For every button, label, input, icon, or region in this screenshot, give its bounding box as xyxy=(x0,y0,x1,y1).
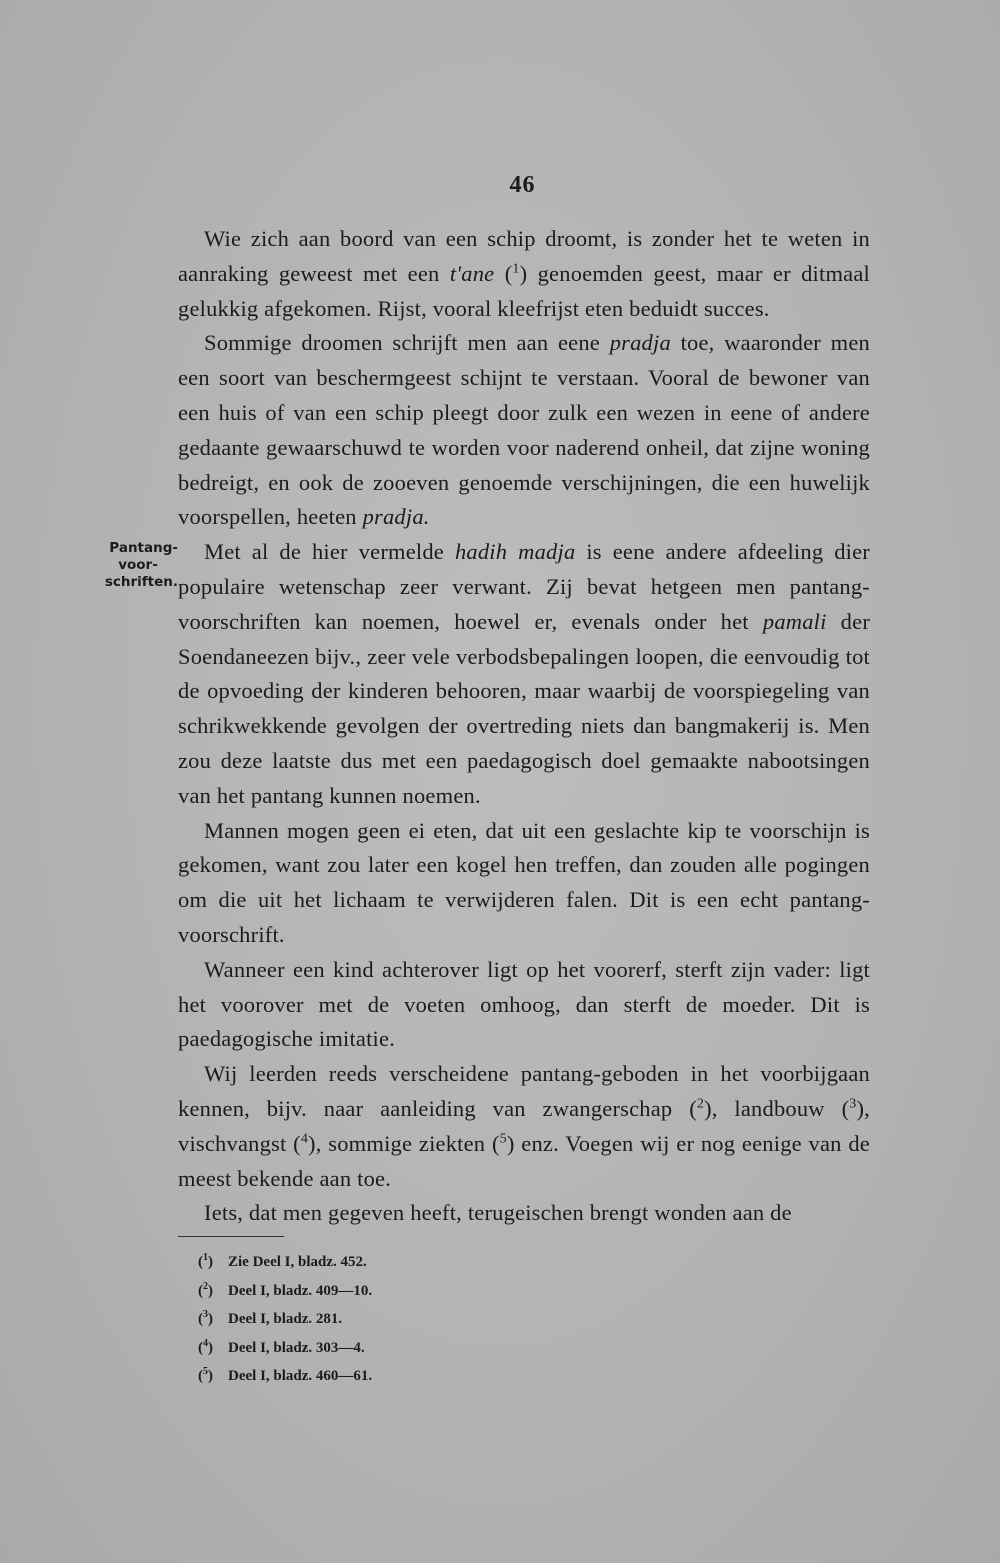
footnote xyxy=(198,1332,372,1361)
footnote-number: 3 xyxy=(203,1309,208,1320)
footnote-number: 4 xyxy=(203,1337,208,1349)
text-run: Iets, dat men gegeven heeft, terugeischen brengt wonden aan de xyxy=(204,1200,792,1226)
footnote xyxy=(198,1246,372,1275)
italic-term: pamali xyxy=(762,608,827,634)
footnote-text: Deel I, bladz. 281. xyxy=(228,1311,343,1327)
footnote-text: Deel I, bladz. 409—10. xyxy=(228,1282,373,1299)
footnote-reference: 2 xyxy=(696,1096,705,1112)
footnote-reference: 5 xyxy=(499,1131,507,1147)
margin-note-line: voor- xyxy=(118,557,158,573)
text-run: ), sommige ziekten ( xyxy=(308,1130,500,1156)
footnote-text: Zie Deel I, bladz. 452. xyxy=(228,1254,367,1270)
margin-note-line: schriften. xyxy=(104,574,178,590)
paragraph xyxy=(178,814,870,953)
footnote-number: 5 xyxy=(203,1366,208,1377)
footnotes xyxy=(198,1246,372,1389)
text-run: der Soendaneezen bijv., zeer vele verbodsbepalingen loopen, die eenvoudig tot de opvoeding der kinderen behooren, maar waarbij de voorspiegeling van schrikwekkende gevolgen der overtreding niets dan bangmakerij is. Men zou deze laatste dus met een paedagogisch doel gemaakte nabootsingen van het pantang kunnen noemen. xyxy=(178,608,871,808)
text-run: Mannen mogen geen ei eten, dat uit een geslachte kip te voorschijn is gekomen, want zou later een kogel hen treffen, dan zouden alle pogingen om die uit het lichaam te verwijderen falen. Dit is een echt pantang-voorschrift. xyxy=(178,817,870,947)
margin-note xyxy=(78,540,178,591)
text-run: Sommige droomen schrijft men aan eene xyxy=(204,330,610,356)
paragraph xyxy=(178,222,870,326)
italic-term: pradja. xyxy=(362,504,430,530)
italic-term: pradja xyxy=(609,330,671,356)
footnote-text: Deel I, bladz. 460—61. xyxy=(228,1368,373,1384)
paragraph xyxy=(178,326,870,535)
footnote xyxy=(198,1275,372,1304)
footnote-mark: ($^1$) xyxy=(198,1252,213,1270)
footnote-text: Deel I, bladz. 303—4. xyxy=(228,1339,365,1356)
footnote-mark: ($^2$) xyxy=(198,1280,213,1299)
paragraph xyxy=(178,1057,870,1196)
text-run: Wanneer een kind achterover ligt op het voorerf, sterft zijn vader: ligt het voorover met de voeten omhoog, dan sterft de moeder. Dit is paedagogische imitatie. xyxy=(178,956,870,1052)
text-run: ), landbouw ( xyxy=(704,1095,850,1121)
text-run: Met al de hier vermelde xyxy=(204,539,455,565)
footnote-mark: ($^4$) xyxy=(198,1337,213,1356)
paragraph xyxy=(178,953,870,1057)
footnote-reference: 1 xyxy=(512,261,520,277)
footnote-mark: ($^3$) xyxy=(198,1309,213,1327)
margin-note-line: Pantang- xyxy=(109,540,178,556)
text-run: toe, waaronder men een soort van beschermgeest schijnt te verstaan. Vooral de bewoner van een huis of van een schip pleegt door zulk een wezen in eene of andere gedaante gewaarschuwd te worden voor naderend onheil, dat zijne woning bedreigt, en ook de zooeven genoemde verschijningen, die een huwelijk voorspellen, heeten xyxy=(178,330,870,530)
page-number: 46 xyxy=(509,172,536,198)
text-run: Wij leerden reeds verscheidene pantang-geboden in het voorbijgaan kennen, bijv. naar aanleiding van zwangerschap ( xyxy=(178,1061,870,1121)
text-run: ) genoemden geest, maar er ditmaal gelukkig afgekomen. Rijst, vooral kleefrijst eten beduidt succes. xyxy=(178,260,870,321)
footnote-number: 1 xyxy=(203,1252,208,1263)
text-run: is eene andere afdeeling dier populaire wetenschap zeer verwant. Zij bevat hetgeen men pantang-voorschriften kan noemen, hoewel er, evenals onder het xyxy=(178,539,870,634)
footnote-divider xyxy=(178,1236,284,1237)
italic-term: hadih madja xyxy=(454,539,576,565)
text-run: ( xyxy=(494,260,513,286)
footnote-reference: 4 xyxy=(300,1131,309,1147)
paragraph xyxy=(178,1196,870,1231)
footnote xyxy=(198,1360,372,1389)
paragraph xyxy=(178,535,870,813)
italic-term: t'ane xyxy=(449,260,495,286)
footnote-number: 2 xyxy=(203,1280,208,1292)
footnote xyxy=(198,1303,372,1332)
body-text xyxy=(178,222,870,1231)
text-run: Wie zich aan boord van een schip droomt, is zonder het te weten in aanraking geweest met een xyxy=(178,226,870,286)
text-run: ), vischvangst ( xyxy=(178,1095,871,1156)
text-run: ) enz. Voegen wij er nog eenige van de meest bekende aan toe. xyxy=(178,1130,870,1191)
footnote-mark: ($^5$) xyxy=(198,1366,213,1384)
footnote-reference: 3 xyxy=(849,1096,857,1112)
